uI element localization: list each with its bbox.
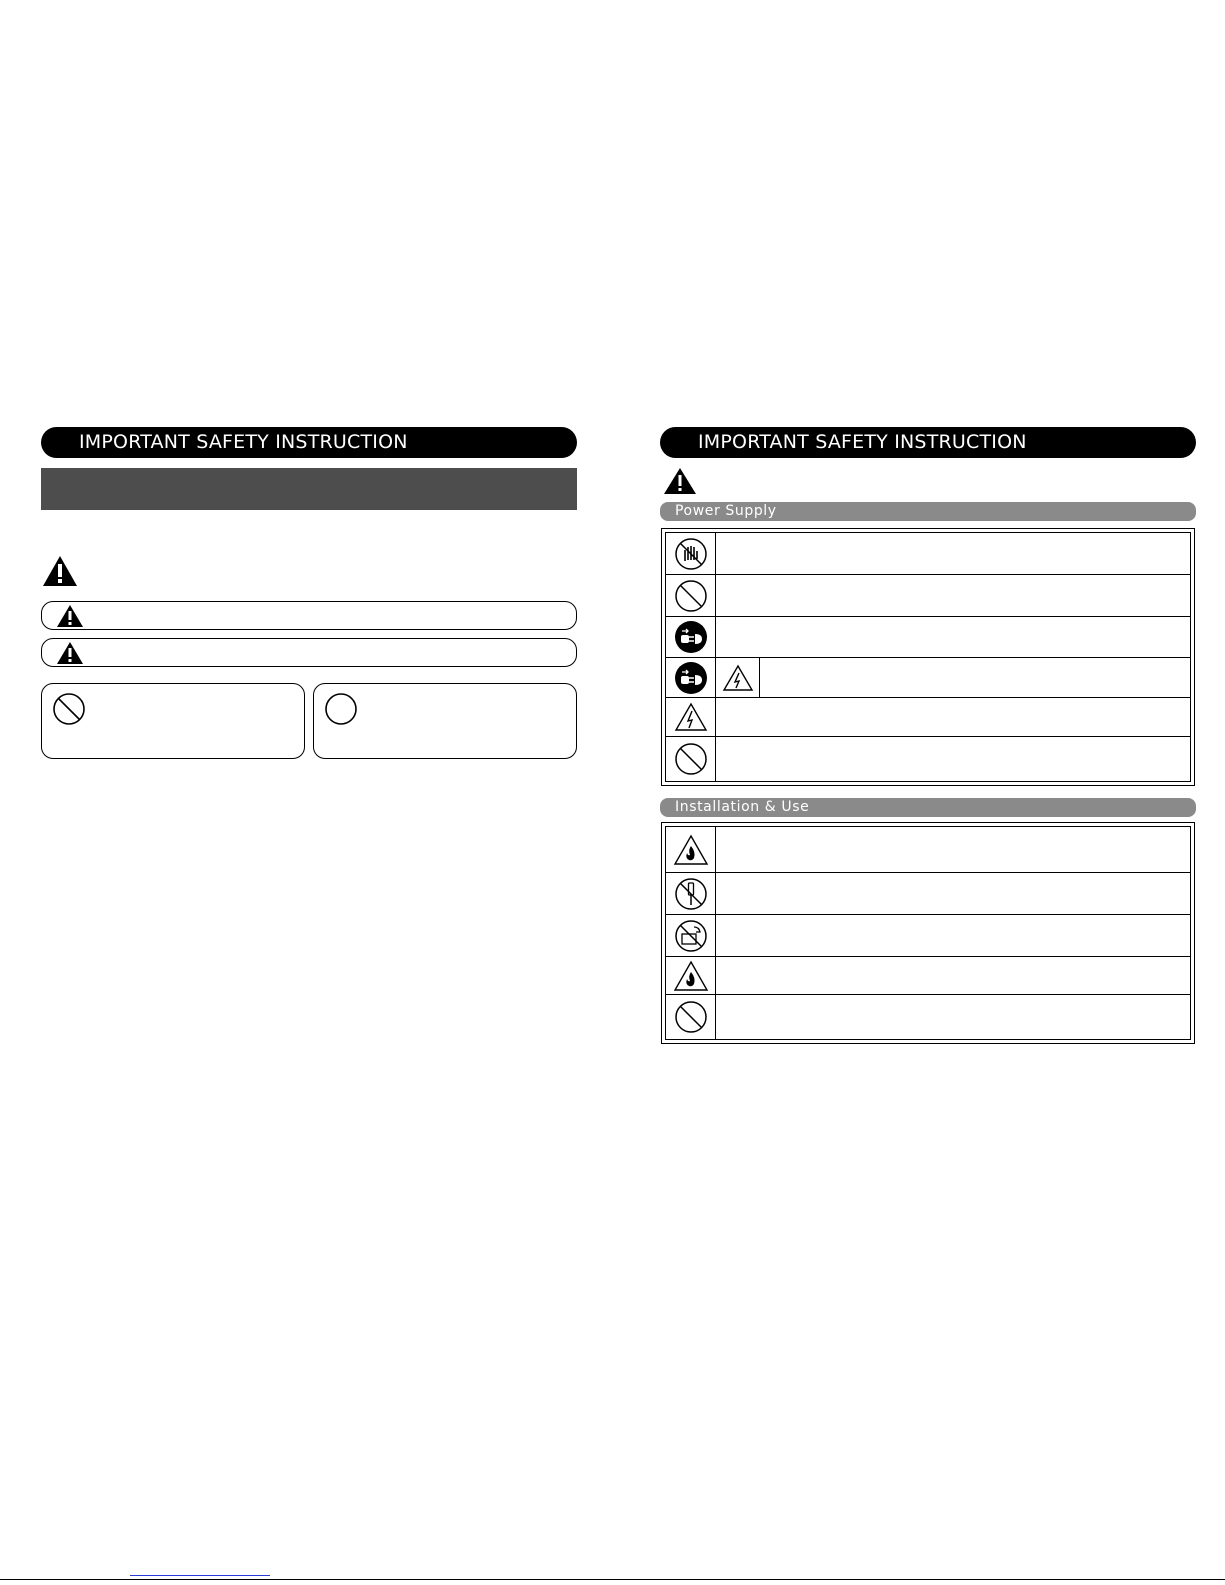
no-disassemble-icon [674, 877, 708, 911]
right-page-title: IMPORTANT SAFETY INSTRUCTION [660, 427, 1196, 458]
installation-use-table [661, 822, 1195, 1044]
warning-triangle-icon [56, 641, 84, 665]
footer-rule [0, 1579, 1225, 1580]
electric-shock-icon [674, 702, 708, 732]
prohibition-icon [674, 1000, 708, 1034]
warning-triangle-icon [663, 467, 697, 495]
section-installation-use: Installation & Use [660, 798, 1196, 817]
warning-row [41, 601, 577, 630]
warning-triangle-icon [56, 604, 84, 628]
table-row [666, 827, 1190, 873]
fire-hazard-icon [673, 834, 709, 866]
table-row [666, 698, 1190, 737]
left-heading-bar [41, 468, 577, 510]
table-row [666, 995, 1190, 1039]
table-row [666, 737, 1190, 781]
fire-hazard-icon [673, 960, 709, 992]
unplug-icon [674, 620, 708, 654]
prohibition-icon [674, 579, 708, 613]
caution-row [41, 638, 577, 667]
no-wet-hands-icon [674, 537, 708, 571]
section-power-supply: Power Supply [660, 502, 1196, 521]
unplug-icon [674, 661, 708, 695]
table-row [666, 575, 1190, 617]
table-row [666, 617, 1190, 658]
table-row [666, 873, 1190, 915]
prohibition-icon [674, 742, 708, 776]
no-water-icon [674, 919, 708, 953]
table-row [666, 658, 1190, 698]
electric-shock-icon [722, 664, 754, 692]
warning-triangle-icon [42, 555, 78, 587]
footer-link-underline [130, 1575, 270, 1576]
table-row [666, 533, 1190, 575]
power-supply-table [661, 528, 1195, 786]
mandatory-box [313, 683, 577, 759]
prohibited-box [41, 683, 305, 759]
left-page-title: IMPORTANT SAFETY INSTRUCTION [41, 427, 577, 458]
table-row [666, 957, 1190, 995]
mandatory-circle-icon [324, 692, 358, 726]
prohibition-icon [52, 692, 86, 726]
table-row [666, 915, 1190, 957]
